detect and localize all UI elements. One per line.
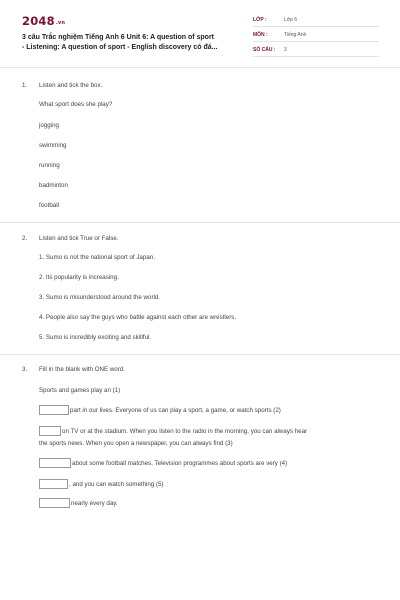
document-header	[0, 0, 400, 66]
answer-option[interactable]: running	[39, 162, 60, 169]
meta-row-grade	[253, 13, 379, 27]
passage-text: on TV or at the stadium. When you listen to the radio in the morning, you can always hear	[62, 428, 308, 435]
meta-grade-label: LỚP :	[253, 17, 267, 23]
document-title	[22, 33, 244, 53]
site-logo[interactable]	[22, 14, 65, 28]
meta-subject-label: MÔN :	[253, 32, 268, 38]
logo-text: 2048	[22, 14, 55, 28]
blank-input-2[interactable]	[39, 426, 61, 436]
true-false-statement[interactable]: 5. Sumo is incredibly exciting and skillful.	[39, 334, 152, 341]
question-prompt: What sport does she play?	[39, 101, 113, 108]
meta-row-question-count	[253, 43, 379, 57]
passage-text: part in our lives. Everyone of us can play a sport, a game, or watch sports (2)	[70, 407, 281, 414]
question-number: 1.	[22, 82, 28, 89]
answer-option[interactable]: jogging	[39, 122, 59, 129]
blank-input-1[interactable]	[39, 405, 69, 415]
question-number: 3.	[22, 366, 28, 373]
meta-grade-value: Lớp 6	[284, 17, 298, 23]
passage-text: nearly every day.	[71, 500, 118, 507]
blank-input-3[interactable]	[39, 458, 71, 468]
logo-suffix: .vn	[55, 20, 66, 26]
blank-input-4[interactable]	[39, 479, 68, 489]
answer-option[interactable]: football	[39, 202, 59, 209]
answer-option[interactable]: badminton	[39, 182, 68, 189]
meta-subject-value: Tiếng Anh	[284, 32, 307, 38]
document-title-line-1: 3 câu Trắc nghiệm Tiếng Anh 6 Unit 6: A question of sport	[22, 34, 215, 41]
true-false-statement[interactable]: 3. Sumo is misunderstood around the world.	[39, 294, 161, 301]
divider	[0, 354, 400, 355]
divider	[0, 222, 400, 223]
question-instruction: Listen and tick the box.	[39, 82, 103, 89]
meta-count-label: SỐ CÂU :	[253, 47, 276, 53]
meta-count-value: 3	[284, 47, 287, 53]
question-instruction: Fill in the blank with ONE word.	[39, 366, 125, 373]
passage-text: the sports news. When you open a newspaper, you can always find (3)	[39, 440, 233, 447]
answer-option[interactable]: swimming	[39, 142, 67, 149]
meta-row-subject	[253, 28, 379, 42]
divider	[0, 67, 400, 68]
document-title-line-2: - Listening: A question of sport - English discovery có đá...	[22, 43, 218, 51]
blank-input-5[interactable]	[39, 498, 70, 508]
true-false-statement[interactable]: 4. People also say the guys who battle against each other are wrestlers.	[39, 314, 237, 321]
passage-intro: Sports and games play an (1)	[39, 387, 121, 394]
true-false-statement[interactable]: 2. Its popularity is increasing.	[39, 274, 119, 281]
question-instruction: Listen and tick True or False.	[39, 235, 119, 242]
passage-text: about some football matches. Television programmes about sports are very (4)	[72, 460, 288, 467]
passage-text: , and you can watch something (5)	[69, 481, 164, 488]
question-number: 2.	[22, 235, 28, 242]
true-false-statement[interactable]: 1. Sumo is not the national sport of Japan.	[39, 254, 155, 261]
